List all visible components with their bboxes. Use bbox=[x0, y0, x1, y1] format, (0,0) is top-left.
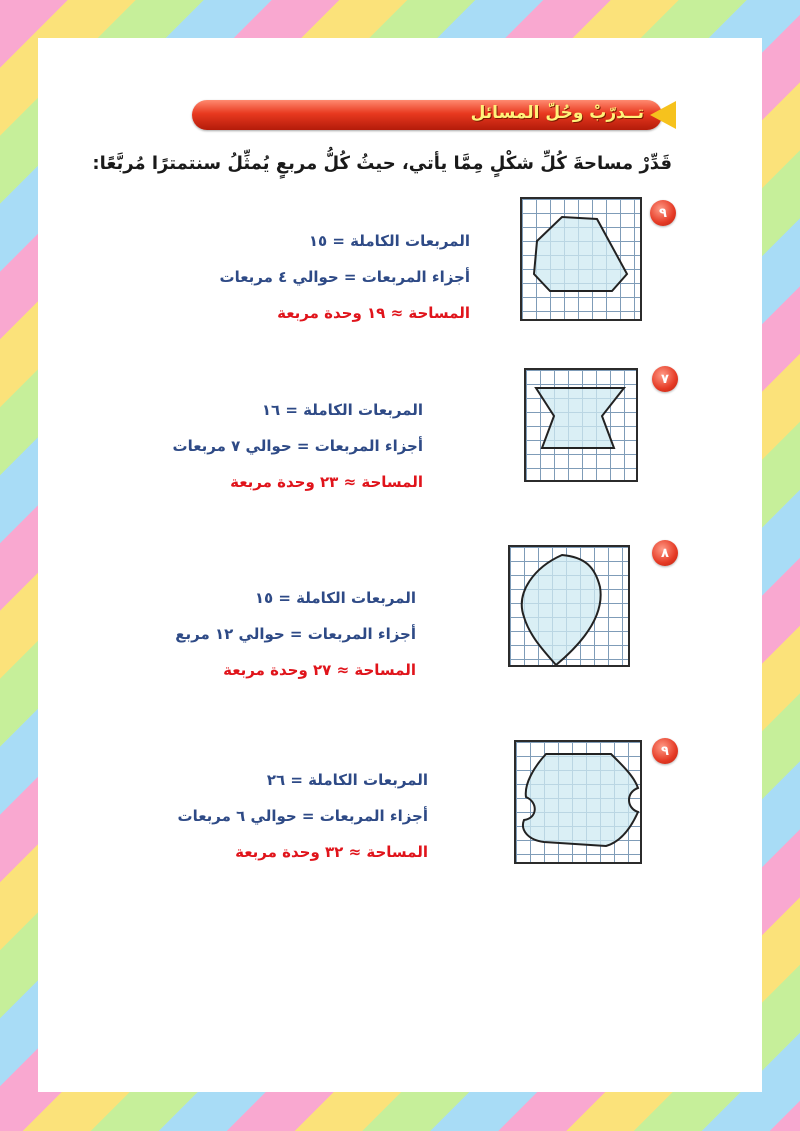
partial-squares-text: أجزاء المربعات = حوالي ٤ مربعات bbox=[219, 268, 470, 286]
area-text: المساحة ≈ ٢٧ وحدة مربعة bbox=[223, 661, 416, 679]
problem-number-badge: ٩ bbox=[652, 738, 678, 764]
instruction-text: قَدِّرْ مساحةَ كُلِّ شكْلٍ مِمَّا يأتي، حيثُ كُلُّ مربعٍ يُمثِّلُ سنتمترًا مُربَّعًا: bbox=[92, 153, 672, 174]
partial-squares-text: أجزاء المربعات = حوالي ٦ مربعات bbox=[177, 807, 428, 825]
problem-3-grid bbox=[508, 545, 630, 667]
problem-4-shape bbox=[516, 742, 640, 862]
area-text: المساحة ≈ ١٩ وحدة مربعة bbox=[277, 304, 470, 322]
problem-3-answer bbox=[175, 580, 416, 688]
problem-2-shape bbox=[526, 370, 636, 480]
problem-1-grid bbox=[520, 197, 642, 321]
problem-number-badge: ٨ bbox=[652, 540, 678, 566]
problem-2-answer bbox=[173, 392, 424, 500]
whole-squares-text: المربعات الكاملة = ٢٦ bbox=[266, 771, 428, 789]
problem-2-grid bbox=[524, 368, 638, 482]
worksheet-page bbox=[38, 38, 762, 1092]
problem-4-grid bbox=[514, 740, 642, 864]
problem-3-shape bbox=[510, 547, 628, 665]
whole-squares-text: المربعات الكاملة = ١٦ bbox=[261, 401, 423, 419]
whole-squares-text: المربعات الكاملة = ١٥ bbox=[254, 589, 416, 607]
section-banner bbox=[192, 100, 662, 130]
partial-squares-text: أجزاء المربعات = حوالي ١٢ مربع bbox=[175, 625, 416, 643]
problem-1-shape bbox=[522, 199, 640, 319]
banner-arrow-icon bbox=[650, 101, 676, 129]
problem-1-answer bbox=[220, 223, 471, 331]
area-text: المساحة ≈ ٢٣ وحدة مربعة bbox=[230, 473, 423, 491]
section-title: تــدرّبْ وحُلّ المسائل bbox=[470, 103, 644, 123]
partial-squares-text: أجزاء المربعات = حوالي ٧ مربعات bbox=[172, 437, 423, 455]
problem-4-answer bbox=[178, 762, 429, 870]
problem-number-badge: ٧ bbox=[652, 366, 678, 392]
area-text: المساحة ≈ ٣٢ وحدة مربعة bbox=[235, 843, 428, 861]
whole-squares-text: المربعات الكاملة = ١٥ bbox=[308, 232, 470, 250]
problem-number-badge: ٩ bbox=[650, 200, 676, 226]
